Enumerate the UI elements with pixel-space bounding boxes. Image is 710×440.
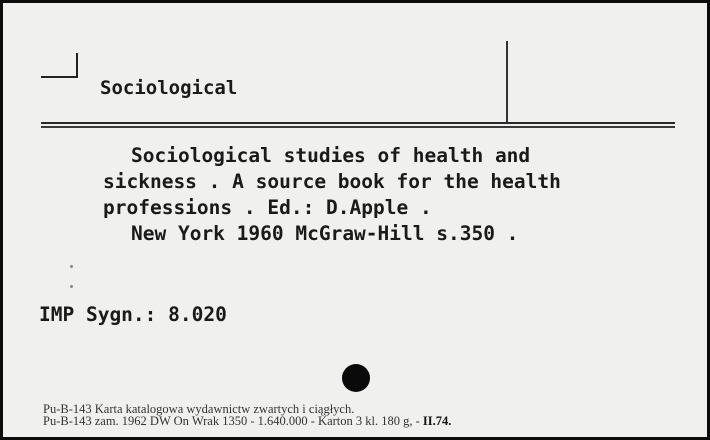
bibliographic-entry xyxy=(103,143,663,247)
corner-mark-horizontal xyxy=(41,76,78,78)
header-divider xyxy=(506,41,508,123)
footer-line-2-text: Pu-B-143 zam. 1962 DW On Wrak 1350 - 1.640.000 - Karton 3 kl. 180 g, - xyxy=(43,414,420,428)
call-number: IMP Sygn.: 8.020 xyxy=(39,303,227,326)
footer-line-2 xyxy=(43,415,451,427)
card-heading: Sociological xyxy=(100,77,238,99)
entry-line-4: New York 1960 McGraw-Hill s.350 . xyxy=(131,222,519,245)
corner-mark-vertical xyxy=(76,53,78,77)
speck xyxy=(70,265,73,268)
catalog-card xyxy=(3,3,707,437)
footer-line-1: Pu-B-143 Karta katalogowa wydawnictw zwartych i ciągłych. xyxy=(43,402,355,416)
header-rule-top xyxy=(41,122,675,124)
entry-line-3: professions . Ed.: D.Apple . xyxy=(103,196,432,219)
punch-hole xyxy=(342,364,370,392)
footer-code: II.74. xyxy=(422,414,452,428)
header-rule-bottom xyxy=(41,126,675,128)
card-footer xyxy=(43,403,451,427)
entry-line-2: sickness . A source book for the health xyxy=(103,170,561,193)
cropped-top-print xyxy=(33,3,673,8)
entry-line-1: Sociological studies of health and xyxy=(131,144,531,167)
speck xyxy=(70,285,73,288)
